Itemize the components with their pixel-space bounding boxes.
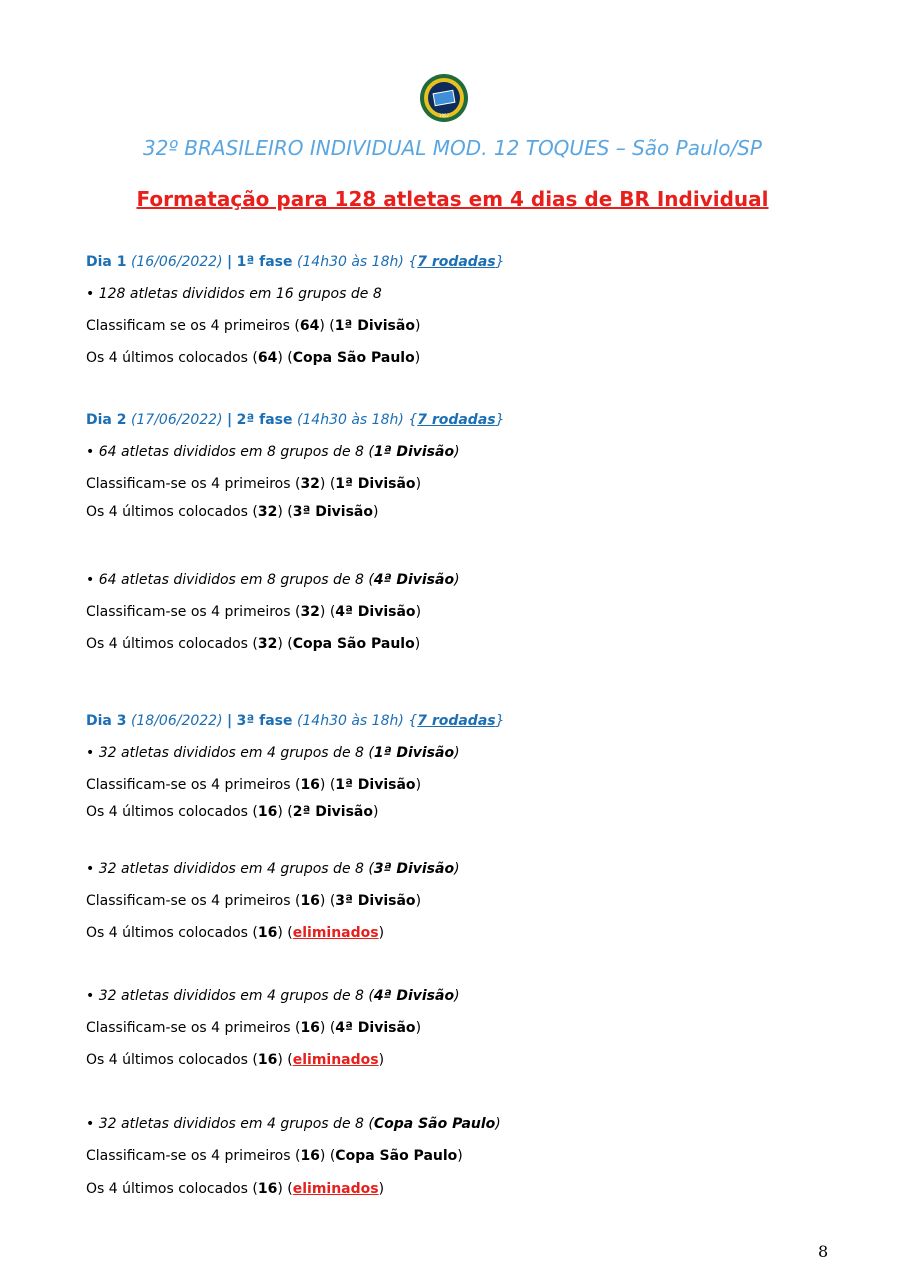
page-number: 8 bbox=[818, 1242, 829, 1261]
day1-header: Dia 1 (16/06/2022) | 1ª fase (14h30 às 18h) {7 rodadas} bbox=[86, 254, 505, 270]
day3-header: Dia 3 (18/06/2022) | 3ª fase (14h30 às 18h) {7 rodadas} bbox=[86, 713, 505, 729]
list-item: Classificam se os 4 primeiros (64) (1ª Divisão) bbox=[86, 318, 421, 334]
list-item: • 32 atletas divididos em 4 grupos de 8 (4ª Divisão) bbox=[86, 988, 460, 1004]
list-item: Os 4 últimos colocados (16) (eliminados) bbox=[86, 1052, 385, 1068]
list-item: • 32 atletas divididos em 4 grupos de 8 (3ª Divisão) bbox=[86, 861, 460, 877]
list-item: Classificam-se os 4 primeiros (16) (1ª Divisão) bbox=[86, 777, 422, 793]
list-item: Os 4 últimos colocados (32) (Copa São Paulo) bbox=[86, 636, 421, 652]
list-item: • 128 atletas divididos em 16 grupos de 8 bbox=[86, 286, 382, 302]
list-item: Os 4 últimos colocados (16) (eliminados) bbox=[86, 925, 385, 941]
day2-header: Dia 2 (17/06/2022) | 2ª fase (14h30 às 18h) {7 rodadas} bbox=[86, 412, 505, 428]
list-item: • 64 atletas divididos em 8 grupos de 8 (1ª Divisão) bbox=[86, 444, 460, 460]
list-item: Os 4 últimos colocados (16) (eliminados) bbox=[86, 1181, 385, 1197]
list-item: Classificam-se os 4 primeiros (32) (1ª Divisão) bbox=[86, 476, 422, 492]
list-item: • 64 atletas divididos em 8 grupos de 8 (4ª Divisão) bbox=[86, 572, 460, 588]
list-item: Classificam-se os 4 primeiros (16) (4ª Divisão) bbox=[86, 1020, 422, 1036]
list-item: • 32 atletas divididos em 4 grupos de 8 (1ª Divisão) bbox=[86, 745, 460, 761]
svg-text:1957: 1957 bbox=[438, 113, 450, 118]
federation-logo bbox=[419, 73, 469, 131]
list-item: Os 4 últimos colocados (64) (Copa São Paulo) bbox=[86, 350, 421, 366]
list-item: • 32 atletas divididos em 4 grupos de 8 (Copa São Paulo) bbox=[86, 1116, 501, 1132]
list-item: Os 4 últimos colocados (32) (3ª Divisão) bbox=[86, 504, 379, 520]
list-item: Classificam-se os 4 primeiros (32) (4ª Divisão) bbox=[86, 604, 422, 620]
list-item: Classificam-se os 4 primeiros (16) (3ª Divisão) bbox=[86, 893, 422, 909]
event-subtitle: 32º BRASILEIRO INDIVIDUAL MOD. 12 TOQUES – São Paulo/SP bbox=[143, 136, 762, 160]
list-item: Os 4 últimos colocados (16) (2ª Divisão) bbox=[86, 804, 379, 820]
list-item: Classificam-se os 4 primeiros (16) (Copa São Paulo) bbox=[86, 1148, 463, 1164]
page-title: Formatação para 128 atletas em 4 dias de BR Individual bbox=[136, 187, 769, 211]
